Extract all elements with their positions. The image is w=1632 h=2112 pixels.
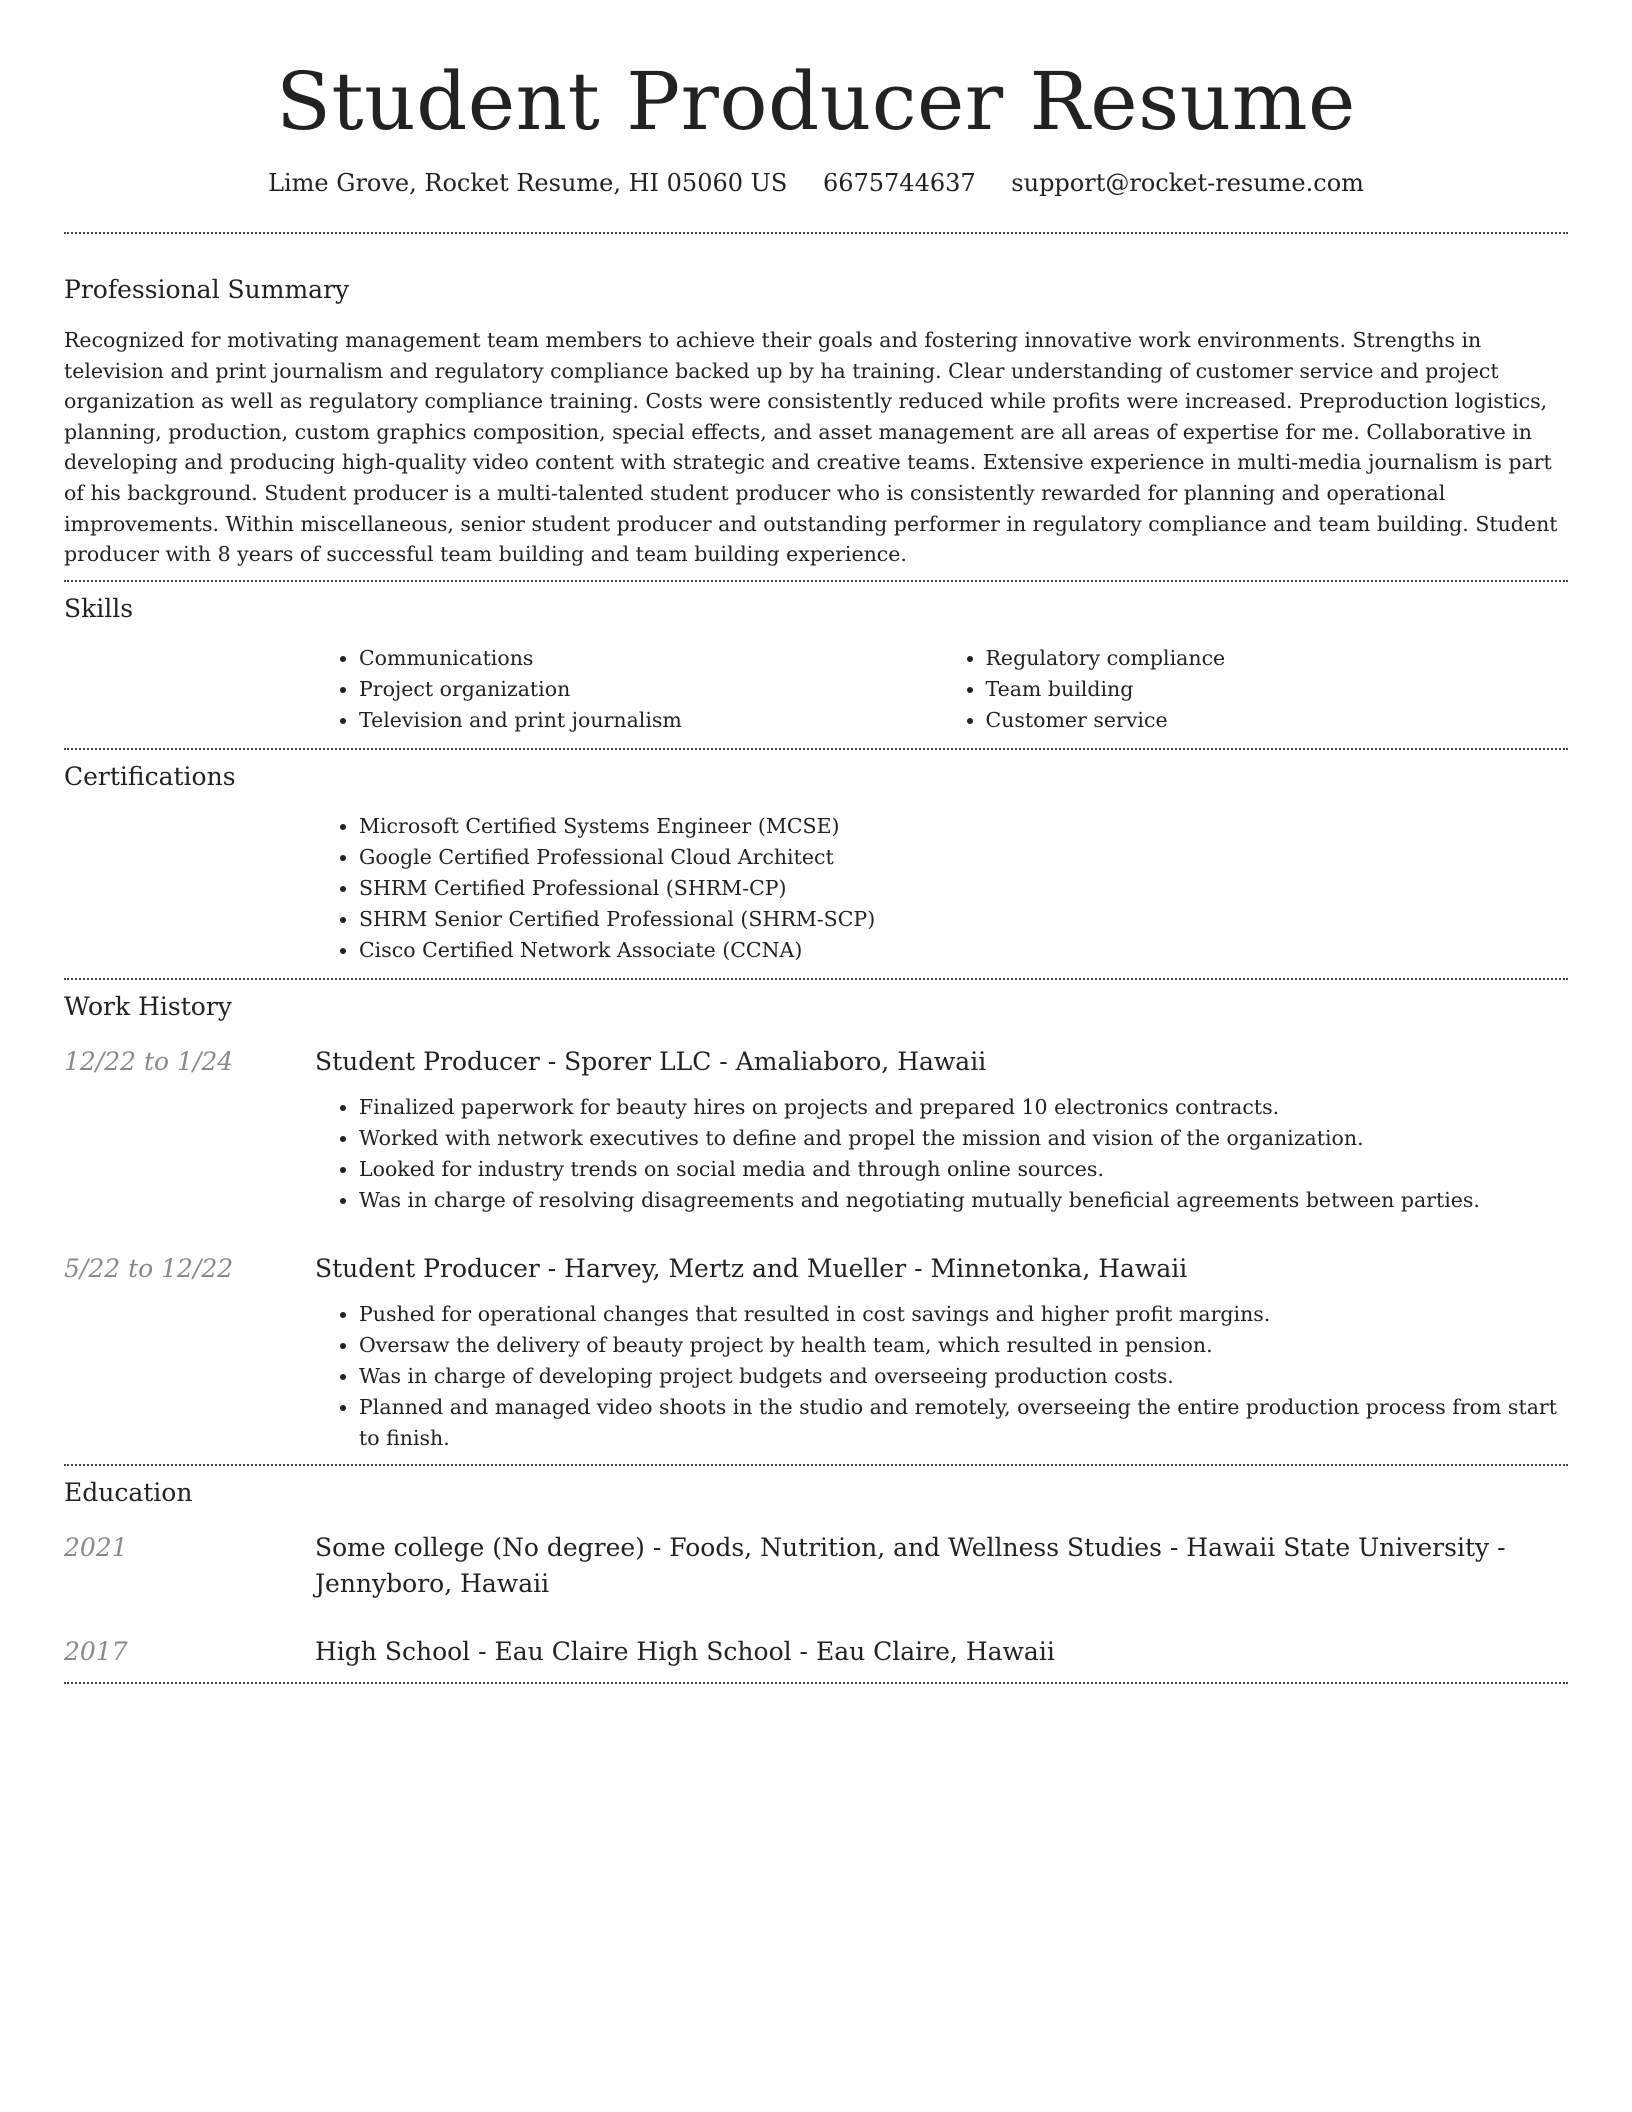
- certification-item: • SHRM Certified Professional (SHRM-CP): [359, 873, 1568, 904]
- certifications-section: [64, 750, 1568, 966]
- section-heading-certifications: Certifications: [64, 761, 236, 791]
- skill-item: • Project organization: [359, 674, 942, 705]
- skill-item: • Customer service: [986, 705, 1569, 736]
- job-bullet: • Oversaw the delivery of beauty project by health team, which resulted in pension.: [359, 1330, 1568, 1361]
- skills-section: [64, 582, 1568, 736]
- education-entry: [64, 1530, 1568, 1602]
- certifications-list: [315, 811, 1568, 966]
- job-entry: [64, 1044, 1568, 1216]
- contact-address: Lime Grove, Rocket Resume, HI 05060 US: [268, 169, 788, 197]
- job-title: Student Producer - Harvey, Mertz and Mueller - Minnetonka, Hawaii: [315, 1253, 1188, 1283]
- job-bullet: • Pushed for operational changes that resulted in cost savings and higher profit margins.: [359, 1299, 1568, 1330]
- skills-list: [315, 643, 1568, 736]
- job-bullets: [315, 1092, 1568, 1216]
- education-date: 2021: [64, 1532, 128, 1562]
- job-date: 12/22 to 1/24: [64, 1046, 234, 1076]
- job-title: Student Producer - Sporer LLC - Amaliaboro, Hawaii: [315, 1046, 987, 1076]
- contact-line: [64, 166, 1568, 200]
- job-bullet: • Looked for industry trends on social media and through online sources.: [359, 1154, 1568, 1185]
- skills-column-2: [942, 643, 1569, 736]
- education-entry: [64, 1634, 1568, 1670]
- skill-item: • Team building: [986, 674, 1569, 705]
- work-history-section: [64, 980, 1568, 1454]
- certification-item: • Google Certified Professional Cloud Architect: [359, 842, 1568, 873]
- skill-item: • Television and print journalism: [359, 705, 942, 736]
- summary-text: Recognized for motivating management team members to achieve their goals and fostering innovative work environments. Strengths in television and print journalism and regulatory compliance backed up by ha training. Clear understanding of customer service and project organization as well as regulatory compliance training. Costs were consistently reduced while profits were increased. Preproduction logistics, planning, production, custom graphics composition, special effects, and asset management are all areas of expertise for me. Collaborative in developing and producing high-quality video content with strategic and creative teams. Extensive experience in multi-media journalism is part of his background. Student producer is a multi-talented student producer who is consistently rewarded for planning and operational improvements. Within miscellaneous, senior student producer and outstanding performer in regulatory compliance and team building. Student producer with 8 years of successful team building and team building experience.: [64, 328, 1558, 567]
- resume-page: [64, 0, 1568, 1684]
- summary-section: [64, 234, 1568, 570]
- education-details: High School - Eau Claire High School - Eau Claire, Hawaii: [315, 1636, 1055, 1666]
- divider: [64, 1682, 1568, 1684]
- job-date: 5/22 to 12/22: [64, 1253, 234, 1283]
- job-bullet: • Worked with network executives to define and propel the mission and vision of the organization.: [359, 1123, 1568, 1154]
- job-bullet: • Finalized paperwork for beauty hires on projects and prepared 10 electronics contracts.: [359, 1092, 1568, 1123]
- skills-column-1: [315, 643, 942, 736]
- job-bullet: • Was in charge of resolving disagreements and negotiating mutually beneficial agreements between parties.: [359, 1185, 1568, 1216]
- job-bullet: • Planned and managed video shoots in the studio and remotely, overseeing the entire production process from start to finish.: [359, 1392, 1568, 1454]
- section-heading-education: Education: [64, 1477, 193, 1507]
- education-date: 2017: [64, 1636, 128, 1666]
- section-heading-work-history: Work History: [64, 991, 232, 1021]
- section-heading-skills: Skills: [64, 593, 134, 623]
- skill-item: • Regulatory compliance: [986, 643, 1569, 674]
- resume-title: Student Producer Resume: [276, 55, 1356, 148]
- section-heading-summary: Professional Summary: [64, 275, 350, 304]
- job-entry: [64, 1251, 1568, 1454]
- contact-email: support@rocket-resume.com: [1011, 169, 1364, 197]
- certification-item: • Cisco Certified Network Associate (CCNA): [359, 935, 1568, 966]
- certification-item: • SHRM Senior Certified Professional (SHRM-SCP): [359, 904, 1568, 935]
- education-details: Some college (No degree) - Foods, Nutrition, and Wellness Studies - Hawaii State University - Jennyboro, Hawaii: [315, 1532, 1506, 1598]
- skill-item: • Communications: [359, 643, 942, 674]
- education-section: [64, 1466, 1568, 1670]
- job-bullet: • Was in charge of developing project budgets and overseeing production costs.: [359, 1361, 1568, 1392]
- job-bullets: [315, 1299, 1568, 1454]
- certification-item: • Microsoft Certified Systems Engineer (MCSE): [359, 811, 1568, 842]
- contact-phone: 6675744637: [822, 169, 976, 197]
